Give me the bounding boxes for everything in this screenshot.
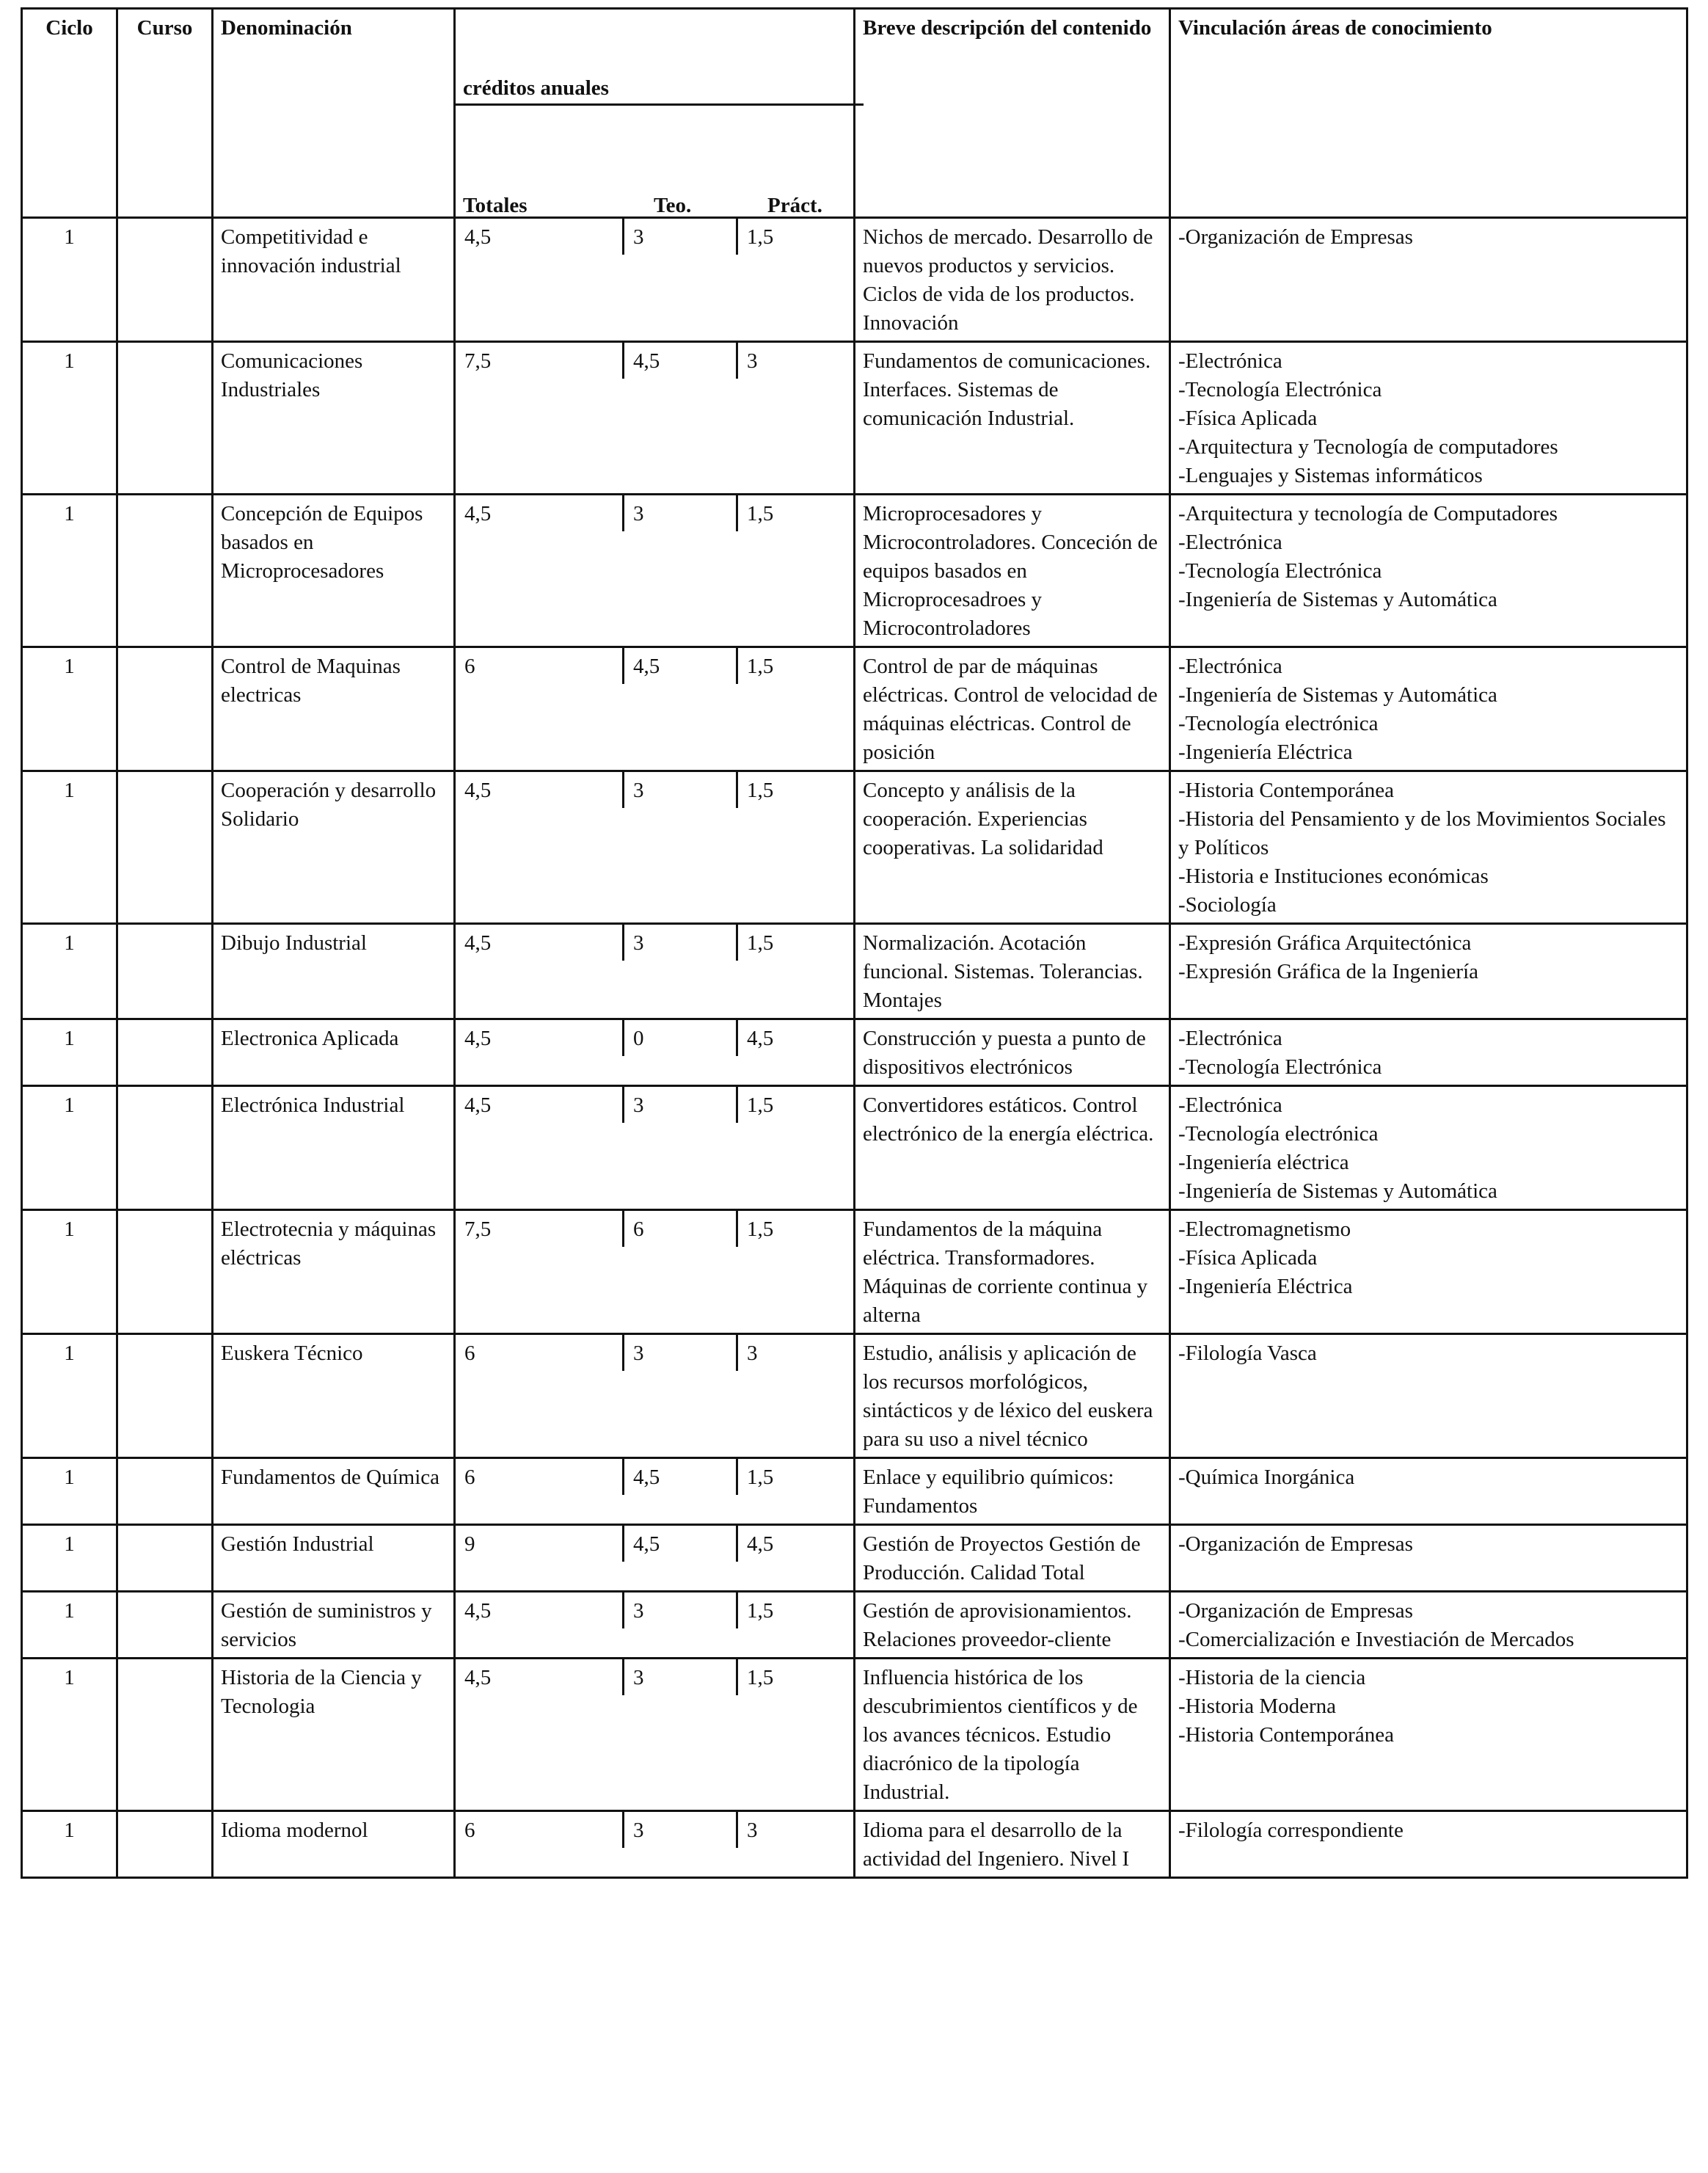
area-item: -Electrónica <box>1178 1093 1282 1117</box>
cell-totales: 9 <box>456 1526 624 1562</box>
cell-pract: 4,5 <box>747 1532 774 1556</box>
area-item: -Tecnología Electrónica <box>1178 1055 1382 1079</box>
cell-vinculacion <box>1170 1659 1687 1811</box>
cell-curso <box>117 1525 213 1592</box>
cell-curso <box>117 1210 213 1334</box>
cell-teo: 3 <box>624 1593 738 1628</box>
areas-list <box>1178 1530 1679 1559</box>
cell-ciclo: 1 <box>22 924 117 1019</box>
header-creditos <box>455 9 855 218</box>
area-item: -Electrónica <box>1178 531 1282 554</box>
cell-descripcion: Microprocesadores y Microcontroladores. Conceción de equipos basados en Microprocesadroes y Microcontroladores <box>855 495 1170 647</box>
table-row <box>22 1458 1687 1525</box>
cell-teo: 4,5 <box>624 648 738 684</box>
cell-teo: 3 <box>624 1335 738 1371</box>
header-pract: Práct. <box>767 194 822 217</box>
cell-creditos <box>455 1592 855 1659</box>
cell-totales: 4,5 <box>456 925 624 961</box>
area-item: -Historia Contemporánea <box>1178 1723 1394 1747</box>
areas-list <box>1178 1664 1679 1750</box>
area-item: -Electromagnetismo <box>1178 1217 1351 1241</box>
area-item: -Tecnología Electrónica <box>1178 559 1382 583</box>
cell-teo: 3 <box>624 772 738 808</box>
cell-denominacion: Cooperación y desarrollo Solidario <box>213 771 455 924</box>
area-item: -Comercialización e Investiación de Mercados <box>1178 1628 1574 1651</box>
cell-curso <box>117 342 213 495</box>
cell-vinculacion <box>1170 342 1687 495</box>
area-item: -Electrónica <box>1178 1027 1282 1050</box>
header-creditos-anuales: créditos anuales <box>463 76 609 100</box>
cell-pract: 1,5 <box>747 1666 774 1689</box>
cell-pract: 1,5 <box>747 1466 774 1489</box>
cell-totales: 6 <box>456 1335 624 1371</box>
cell-teo: 3 <box>624 1812 738 1848</box>
areas-list <box>1178 1215 1679 1301</box>
cell-ciclo: 1 <box>22 771 117 924</box>
cell-curso <box>117 218 213 342</box>
cell-creditos <box>455 1811 855 1878</box>
table-row <box>22 1659 1687 1811</box>
cell-creditos <box>455 771 855 924</box>
cell-ciclo: 1 <box>22 1659 117 1811</box>
cell-vinculacion <box>1170 1811 1687 1878</box>
areas-list <box>1178 347 1679 490</box>
area-item: -Historia Contemporánea <box>1178 779 1394 802</box>
cell-ciclo: 1 <box>22 342 117 495</box>
cell-ciclo: 1 <box>22 1458 117 1525</box>
area-item: -Electrónica <box>1178 655 1282 678</box>
cell-vinculacion <box>1170 924 1687 1019</box>
cell-teo: 3 <box>624 495 738 531</box>
area-item: -Expresión Gráfica de la Ingeniería <box>1178 960 1479 983</box>
cell-denominacion: Control de Maquinas electricas <box>213 647 455 771</box>
areas-list <box>1178 1339 1679 1368</box>
cell-vinculacion <box>1170 647 1687 771</box>
area-item: -Historia e Instituciones económicas <box>1178 865 1489 888</box>
area-item: -Arquitectura y tecnología de Computadores <box>1178 502 1558 525</box>
cell-creditos <box>455 1210 855 1334</box>
table-row <box>22 1525 1687 1592</box>
cell-pract: 1,5 <box>747 1217 774 1241</box>
cell-creditos <box>455 1659 855 1811</box>
cell-descripcion: Convertidores estáticos. Control electrónico de la energía eléctrica. <box>855 1086 1170 1210</box>
areas-list <box>1178 929 1679 986</box>
header-teo: Teo. <box>654 194 692 217</box>
cell-denominacion: Euskera Técnico <box>213 1334 455 1458</box>
cell-denominacion: Gestión Industrial <box>213 1525 455 1592</box>
cell-totales: 4,5 <box>456 219 624 255</box>
cell-creditos <box>455 342 855 495</box>
areas-list <box>1178 223 1679 252</box>
cell-vinculacion <box>1170 1525 1687 1592</box>
cell-descripcion: Gestión de aprovisionamientos. Relaciones proveedor-cliente <box>855 1592 1170 1659</box>
cell-creditos <box>455 1525 855 1592</box>
area-item: -Organización de Empresas <box>1178 1532 1413 1556</box>
cell-curso <box>117 495 213 647</box>
cell-teo: 3 <box>624 1087 738 1123</box>
areas-list <box>1178 1024 1679 1082</box>
cell-teo: 0 <box>624 1020 738 1056</box>
area-item: -Tecnología Electrónica <box>1178 378 1382 401</box>
cell-denominacion: Gestión de suministros y servicios <box>213 1592 455 1659</box>
cell-denominacion: Concepción de Equipos basados en Microprocesadores <box>213 495 455 647</box>
area-item: -Ingeniería de Sistemas y Automática <box>1178 683 1497 707</box>
cell-descripcion: Influencia histórica de los descubrimientos científicos y de los avances técnicos. Estudio diacrónico de la tipología Industrial. <box>855 1659 1170 1811</box>
table-row <box>22 1592 1687 1659</box>
cell-ciclo: 1 <box>22 495 117 647</box>
cell-curso <box>117 924 213 1019</box>
areas-list <box>1178 1597 1679 1654</box>
cell-pract: 4,5 <box>747 1027 774 1050</box>
area-item: -Historia del Pensamiento y de los Movimientos Sociales y Políticos <box>1178 807 1666 859</box>
area-item: -Arquitectura y Tecnología de computadores <box>1178 435 1558 459</box>
table-row <box>22 1086 1687 1210</box>
cell-curso <box>117 1086 213 1210</box>
area-item: -Tecnología electrónica <box>1178 1122 1379 1146</box>
area-item: -Lenguajes y Sistemas informáticos <box>1178 464 1483 487</box>
header-curso: Curso <box>117 9 213 218</box>
cell-pract: 1,5 <box>747 931 774 955</box>
cell-pract: 3 <box>747 349 758 373</box>
area-item: -Filología Vasca <box>1178 1342 1317 1365</box>
cell-curso <box>117 1334 213 1458</box>
cell-ciclo: 1 <box>22 218 117 342</box>
cell-ciclo: 1 <box>22 1592 117 1659</box>
cell-totales: 4,5 <box>456 1020 624 1056</box>
cell-pract: 1,5 <box>747 655 774 678</box>
cell-denominacion: Fundamentos de Química <box>213 1458 455 1525</box>
areas-list <box>1178 500 1679 614</box>
cell-denominacion: Electrónica Industrial <box>213 1086 455 1210</box>
cell-pract: 3 <box>747 1342 758 1365</box>
cell-denominacion: Dibujo Industrial <box>213 924 455 1019</box>
table-row <box>22 1334 1687 1458</box>
study-plan-document <box>21 7 1686 1879</box>
area-item: -Tecnología electrónica <box>1178 712 1379 735</box>
cell-teo: 3 <box>624 1659 738 1695</box>
areas-list <box>1178 652 1679 767</box>
area-item: -Física Aplicada <box>1178 1246 1318 1270</box>
cell-descripcion: Nichos de mercado. Desarrollo de nuevos productos y servicios. Ciclos de vida de los productos. Innovación <box>855 218 1170 342</box>
cell-descripcion: Enlace y equilibrio químicos: Fundamentos <box>855 1458 1170 1525</box>
cell-ciclo: 1 <box>22 1210 117 1334</box>
area-item: -Ingeniería de Sistemas y Automática <box>1178 588 1497 611</box>
cell-ciclo: 1 <box>22 1019 117 1086</box>
area-item: -Historia de la ciencia <box>1178 1666 1366 1689</box>
area-item: -Expresión Gráfica Arquitectónica <box>1178 931 1472 955</box>
header-row <box>22 9 1687 218</box>
cell-descripcion: Idioma para el desarrollo de la actividad del Ingeniero. Nivel I <box>855 1811 1170 1878</box>
cell-ciclo: 1 <box>22 1811 117 1878</box>
cell-totales: 6 <box>456 1812 624 1848</box>
areas-list <box>1178 1463 1679 1492</box>
cell-vinculacion <box>1170 495 1687 647</box>
subjects-body <box>22 218 1687 1878</box>
table-row <box>22 495 1687 647</box>
cell-descripcion: Fundamentos de la máquina eléctrica. Transformadores. Máquinas de corriente continua y alterna <box>855 1210 1170 1334</box>
table-row <box>22 1811 1687 1878</box>
cell-vinculacion <box>1170 1458 1687 1525</box>
cell-creditos <box>455 924 855 1019</box>
cell-ciclo: 1 <box>22 1525 117 1592</box>
header-denominacion: Denominación <box>213 9 455 218</box>
area-item: -Ingeniería eléctrica <box>1178 1151 1349 1174</box>
cell-descripcion: Control de par de máquinas eléctricas. Control de velocidad de máquinas eléctricas. Control de posición <box>855 647 1170 771</box>
cell-creditos <box>455 218 855 342</box>
cell-descripcion: Estudio, análisis y aplicación de los recursos morfológicos, sintácticos y de léxico del euskera para su uso a nivel técnico <box>855 1334 1170 1458</box>
cell-teo: 6 <box>624 1211 738 1247</box>
cell-curso <box>117 1811 213 1878</box>
table-row <box>22 342 1687 495</box>
cell-creditos <box>455 1086 855 1210</box>
cell-totales: 6 <box>456 648 624 684</box>
cell-denominacion: Electrotecnia y máquinas eléctricas <box>213 1210 455 1334</box>
cell-descripcion: Fundamentos de comunicaciones. Interfaces. Sistemas de comunicación Industrial. <box>855 342 1170 495</box>
cell-teo: 4,5 <box>624 343 738 379</box>
area-item: -Electrónica <box>1178 349 1282 373</box>
area-item: -Física Aplicada <box>1178 407 1318 430</box>
area-item: -Química Inorgánica <box>1178 1466 1355 1489</box>
table-row <box>22 1019 1687 1086</box>
cell-pract: 1,5 <box>747 779 774 802</box>
cell-teo: 4,5 <box>624 1459 738 1495</box>
cell-pract: 1,5 <box>747 1599 774 1623</box>
cell-descripcion: Concepto y análisis de la cooperación. Experiencias cooperativas. La solidaridad <box>855 771 1170 924</box>
cell-denominacion: Idioma modernol <box>213 1811 455 1878</box>
cell-teo: 4,5 <box>624 1526 738 1562</box>
cell-curso <box>117 647 213 771</box>
cell-ciclo: 1 <box>22 1334 117 1458</box>
cell-totales: 6 <box>456 1459 624 1495</box>
cell-pract: 3 <box>747 1819 758 1842</box>
cell-creditos <box>455 1334 855 1458</box>
cell-curso <box>117 1458 213 1525</box>
cell-vinculacion <box>1170 1592 1687 1659</box>
area-item: -Ingeniería de Sistemas y Automática <box>1178 1179 1497 1203</box>
cell-teo: 3 <box>624 925 738 961</box>
table-row <box>22 771 1687 924</box>
area-item: -Ingeniería Eléctrica <box>1178 740 1353 764</box>
cell-totales: 4,5 <box>456 1659 624 1695</box>
cell-totales: 4,5 <box>456 1087 624 1123</box>
cell-pract: 1,5 <box>747 502 774 525</box>
header-ciclo: Ciclo <box>22 9 117 218</box>
area-item: -Organización de Empresas <box>1178 225 1413 249</box>
subjects-table <box>21 7 1688 1879</box>
cell-curso <box>117 1019 213 1086</box>
cell-totales: 4,5 <box>456 495 624 531</box>
areas-list <box>1178 1816 1679 1845</box>
header-descripcion: Breve descripción del contenido <box>855 9 1170 218</box>
cell-vinculacion <box>1170 1334 1687 1458</box>
cell-ciclo: 1 <box>22 647 117 771</box>
cell-vinculacion <box>1170 771 1687 924</box>
cell-totales: 7,5 <box>456 1211 624 1247</box>
cell-vinculacion <box>1170 1210 1687 1334</box>
table-row <box>22 1210 1687 1334</box>
cell-totales: 4,5 <box>456 772 624 808</box>
cell-creditos <box>455 1458 855 1525</box>
table-row <box>22 924 1687 1019</box>
cell-denominacion: Electronica Aplicada <box>213 1019 455 1086</box>
area-item: -Sociología <box>1178 893 1277 917</box>
cell-pract: 1,5 <box>747 225 774 249</box>
cell-denominacion: Competitividad e innovación industrial <box>213 218 455 342</box>
areas-list <box>1178 776 1679 920</box>
cell-vinculacion <box>1170 1019 1687 1086</box>
cell-curso <box>117 1592 213 1659</box>
cell-curso <box>117 1659 213 1811</box>
area-item: -Historia Moderna <box>1178 1695 1337 1718</box>
cell-denominacion: Historia de la Ciencia y Tecnologia <box>213 1659 455 1811</box>
cell-totales: 4,5 <box>456 1593 624 1628</box>
cell-descripcion: Gestión de Proyectos Gestión de Producción. Calidad Total <box>855 1525 1170 1592</box>
cell-vinculacion <box>1170 1086 1687 1210</box>
cell-creditos <box>455 495 855 647</box>
area-item: -Organización de Empresas <box>1178 1599 1413 1623</box>
cell-denominacion: Comunicaciones Industriales <box>213 342 455 495</box>
cell-curso <box>117 771 213 924</box>
table-row <box>22 218 1687 342</box>
table-row <box>22 647 1687 771</box>
areas-list <box>1178 1091 1679 1206</box>
cell-teo: 3 <box>624 219 738 255</box>
cell-creditos <box>455 1019 855 1086</box>
cell-creditos <box>455 647 855 771</box>
area-item: -Filología correspondiente <box>1178 1819 1404 1842</box>
creditos-divider <box>456 103 864 106</box>
cell-totales: 7,5 <box>456 343 624 379</box>
cell-vinculacion <box>1170 218 1687 342</box>
cell-descripcion: Construcción y puesta a punto de dispositivos electrónicos <box>855 1019 1170 1086</box>
cell-pract: 1,5 <box>747 1093 774 1117</box>
header-vinculacion: Vinculación áreas de conocimiento <box>1170 9 1687 218</box>
area-item: -Ingeniería Eléctrica <box>1178 1275 1353 1298</box>
cell-descripcion: Normalización. Acotación funcional. Sistemas. Tolerancias. Montajes <box>855 924 1170 1019</box>
header-totales: Totales <box>463 194 528 217</box>
cell-ciclo: 1 <box>22 1086 117 1210</box>
